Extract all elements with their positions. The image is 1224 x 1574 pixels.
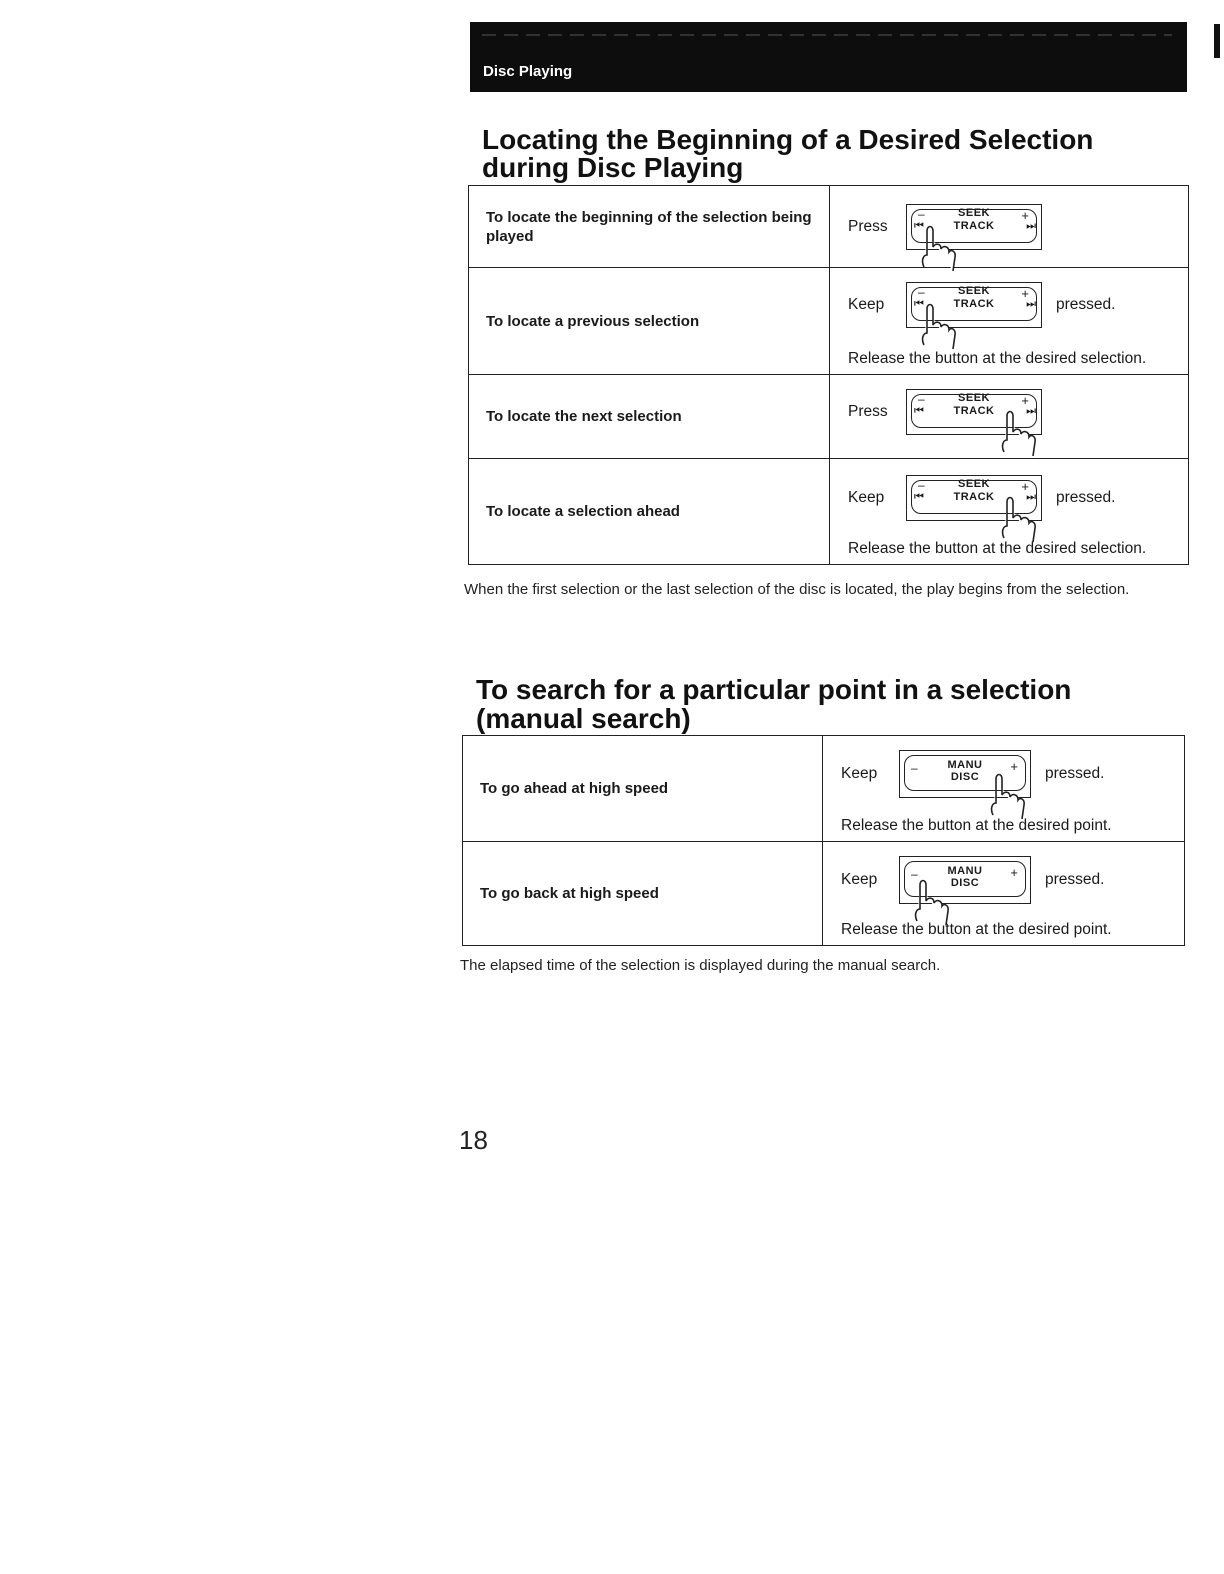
row-label: To locate a selection ahead <box>469 459 830 565</box>
action-verb: Press <box>848 218 888 235</box>
table-row <box>469 459 1189 565</box>
seek-track-button[interactable]: – + SEEK TRACK ⏮ ⏭ <box>906 282 1042 328</box>
next-track-icon: ⏭ <box>1026 491 1034 503</box>
action-verb: Press <box>848 403 888 420</box>
action-suffix: pressed. <box>1045 871 1105 888</box>
prev-track-icon: ⏮ <box>914 491 922 503</box>
row-action <box>823 736 1185 842</box>
table-row <box>469 375 1189 459</box>
table-row <box>469 186 1189 268</box>
table-row <box>463 842 1185 946</box>
action-verb: Keep <box>848 489 885 506</box>
page-number: 18 <box>459 1125 488 1155</box>
release-instruction: Release the button at the desired point. <box>841 921 1112 938</box>
manual-search-table <box>462 735 1185 946</box>
pointing-hand-icon <box>919 299 959 355</box>
row-action <box>830 375 1189 459</box>
header-section-title: Disc Playing <box>483 63 573 80</box>
action-suffix: pressed. <box>1045 765 1105 782</box>
manual-note: The elapsed time of the selection is displayed during the manual search. <box>460 957 941 974</box>
seek-track-button[interactable]: – + SEEK TRACK ⏮ ⏭ <box>906 389 1042 435</box>
row-label: To locate the beginning of the selection being played <box>469 186 830 268</box>
prev-track-icon: ⏮ <box>914 220 922 232</box>
locate-table <box>468 185 1189 565</box>
action-verb: Keep <box>848 296 885 313</box>
release-instruction: Release the button at the desired selection. <box>848 350 1147 367</box>
locate-section-title: Locating the Beginning of a Desired Selection during Disc Playing <box>482 124 1094 183</box>
action-verb: Keep <box>841 765 878 782</box>
manual-search-button[interactable]: – + MANU DISC <box>899 856 1031 904</box>
row-label: To go back at high speed <box>463 842 823 946</box>
row-label: To locate a previous selection <box>469 268 830 375</box>
prev-track-icon: ⏮ <box>914 298 922 310</box>
table-row <box>469 268 1189 375</box>
release-instruction: Release the button at the desired point. <box>841 817 1112 834</box>
row-action <box>830 186 1189 268</box>
next-track-icon: ⏭ <box>1026 405 1034 417</box>
manual-section-title-line1: To search for a particular point in a selection <box>476 674 1072 705</box>
seek-track-button[interactable]: – + SEEK TRACK ⏮ ⏭ <box>906 475 1042 521</box>
seek-track-button[interactable]: – + SEEK TRACK ⏮ ⏭ <box>906 204 1042 250</box>
prev-track-icon: ⏮ <box>914 405 922 417</box>
row-label: To locate the next selection <box>469 375 830 459</box>
action-suffix: pressed. <box>1056 296 1116 313</box>
row-action <box>830 268 1189 375</box>
action-verb: Keep <box>841 871 878 888</box>
header-decoration <box>482 34 1172 36</box>
next-track-icon: ⏭ <box>1026 298 1034 310</box>
row-action <box>823 842 1185 946</box>
action-suffix: pressed. <box>1056 489 1116 506</box>
pointing-hand-icon <box>999 406 1039 462</box>
manual-search-button[interactable]: – + MANU DISC <box>899 750 1031 798</box>
locate-note: When the first selection or the last selection of the disc is located, the play begins from the selection. <box>464 581 1130 598</box>
row-action <box>830 459 1189 565</box>
table-row <box>463 736 1185 842</box>
header-bar <box>470 22 1187 92</box>
manual-section-title-line2: (manual search) <box>476 703 691 734</box>
row-label: To go ahead at high speed <box>463 736 823 842</box>
page-edge-mark <box>1214 24 1220 58</box>
release-instruction: Release the button at the desired selection. <box>848 540 1147 557</box>
next-track-icon: ⏭ <box>1026 220 1034 232</box>
